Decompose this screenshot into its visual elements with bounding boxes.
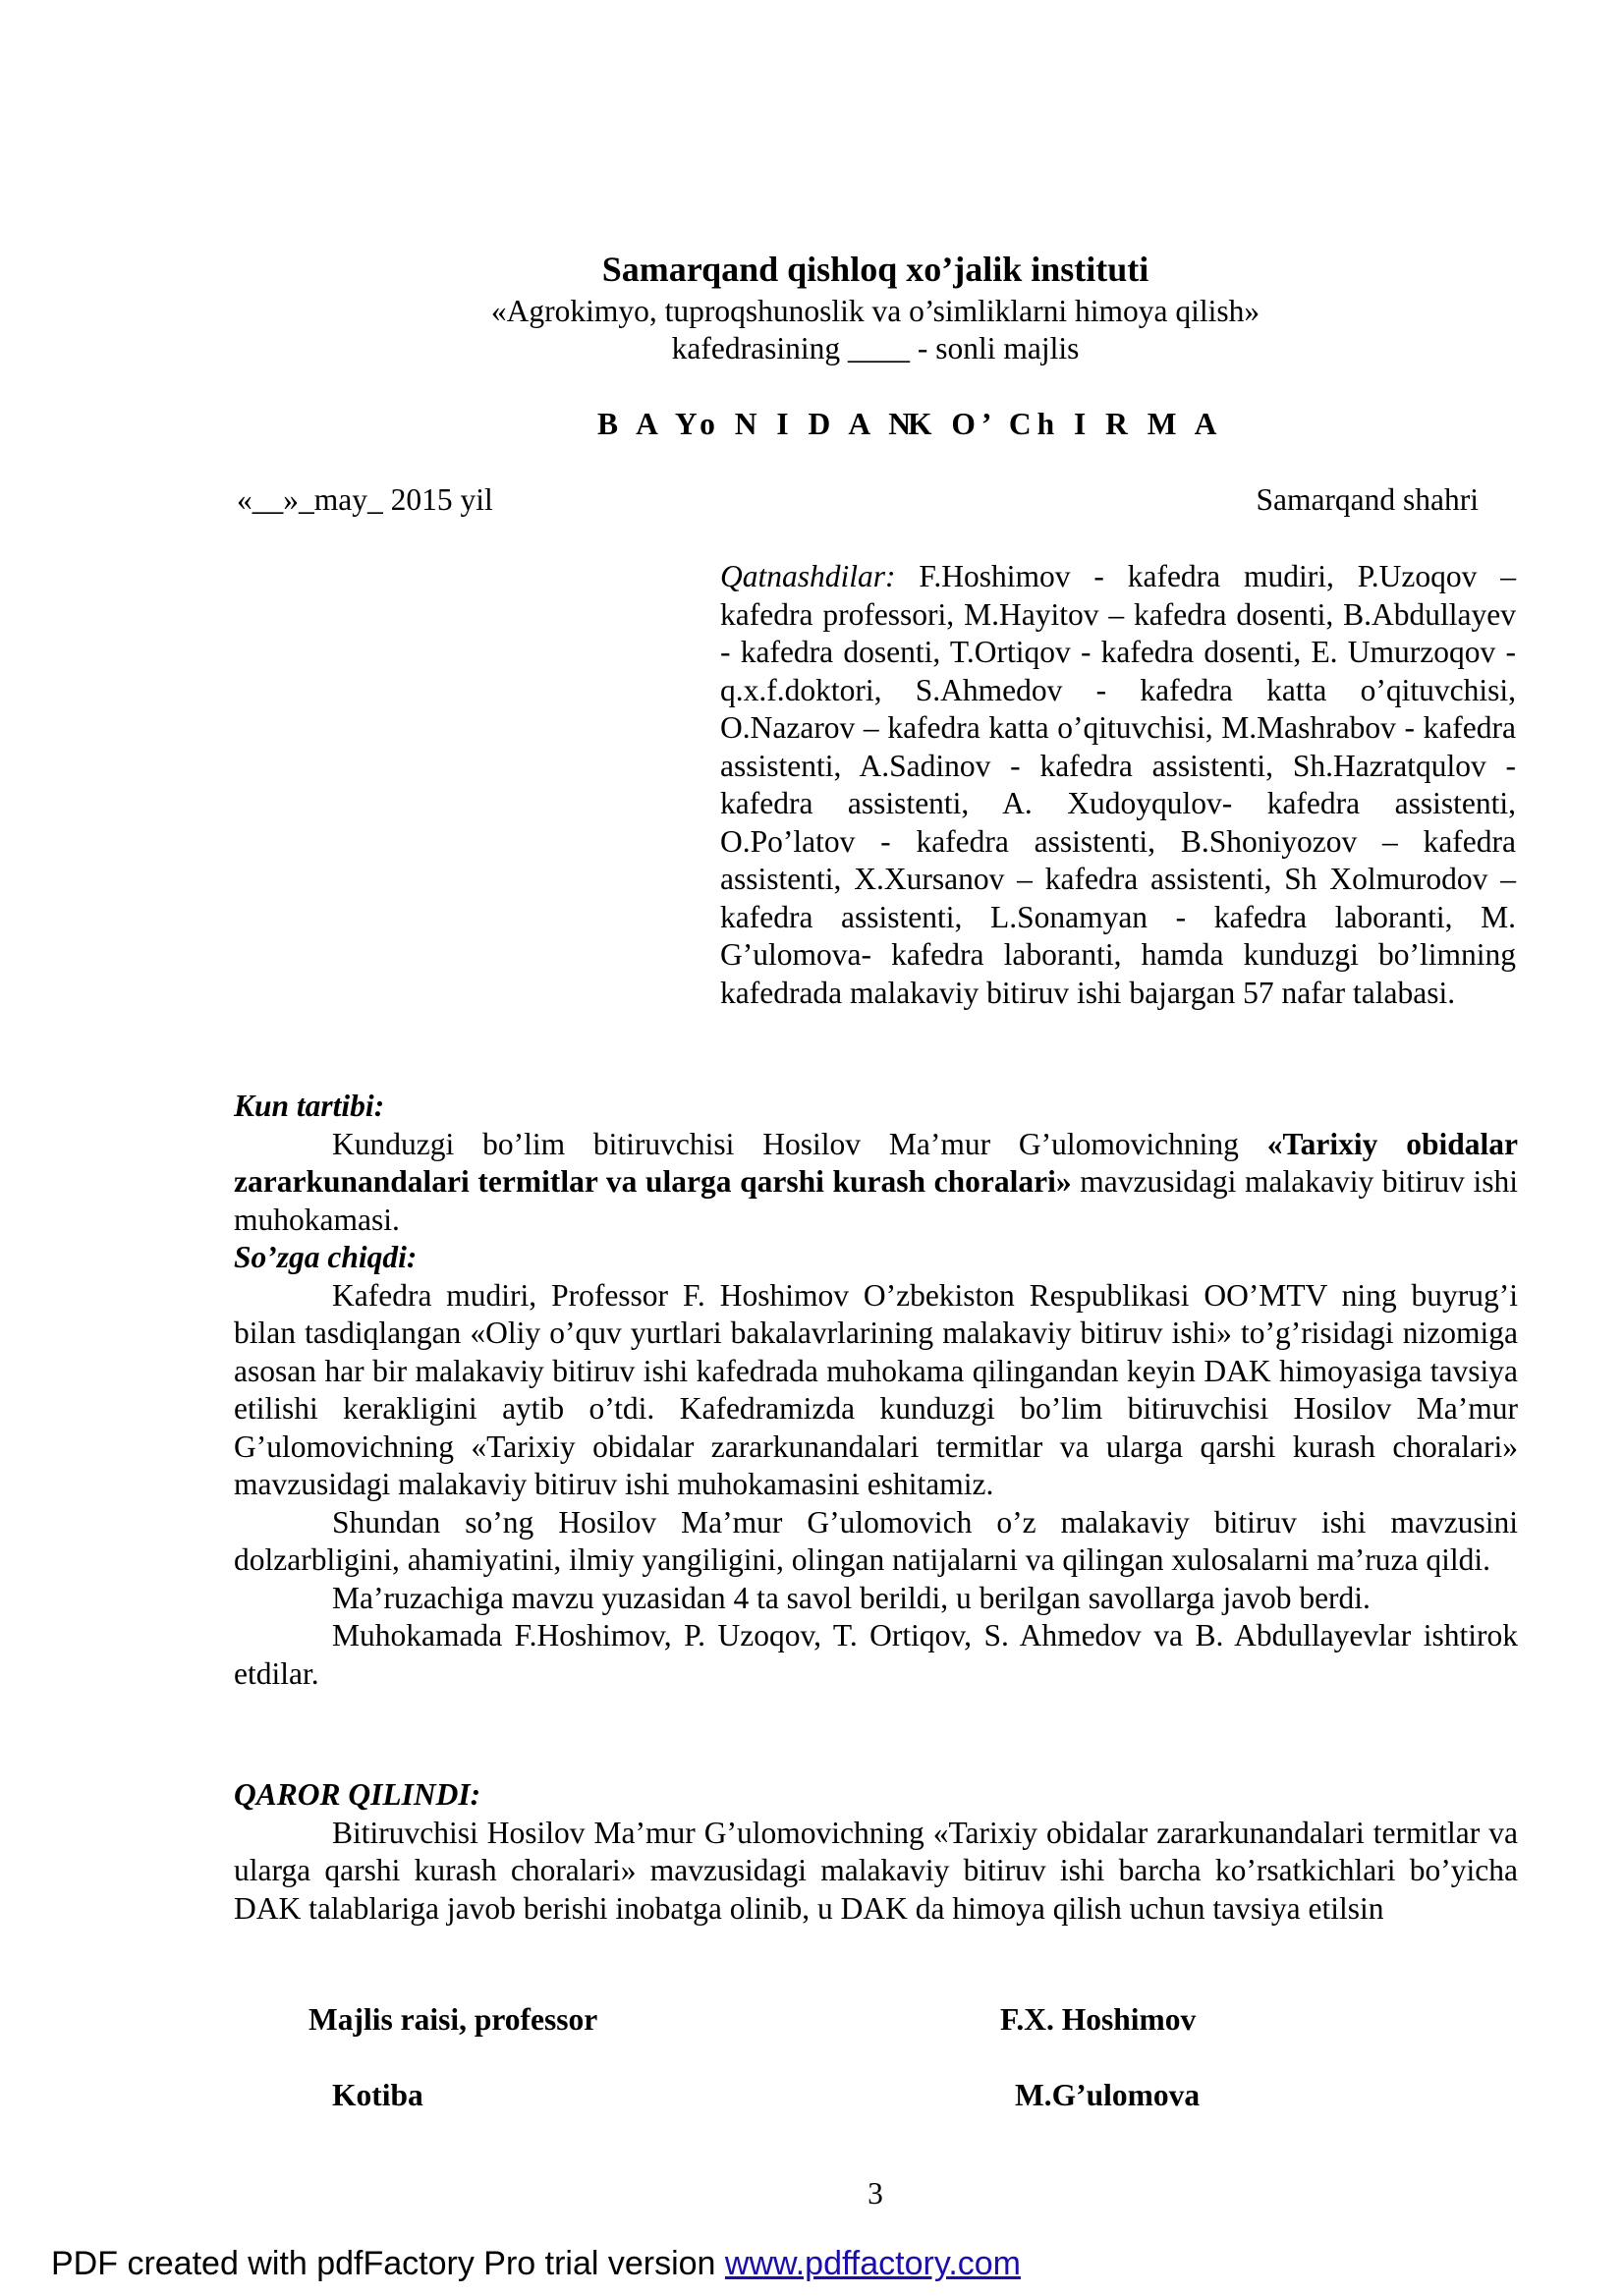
agenda-text-before: Kunduzgi bo’lim bitiruvchisi Hosilov Ma’mur G’ulomovichning bbox=[332, 1126, 1267, 1161]
speech-paragraph-1: Kafedra mudiri, Professor F. Hoshimov O’zbekiston Respublikasi OO’MTV ning buyrug’i bilan tasdiqlangan «Oliy o’quv yurtlari bakalavrlarining malakaviy bitiruv ishi» to’g’risidagi nizomiga asosan har bir malakaviy bitiruv ishi kafedrada muhokama qilingandan keyin DAK himoyasiga tavsiya etilishi kerakligini aytib o’tdi. Kafedramizda kunduzgi bo’lim bitiruvchisi Hosilov Ma’mur G’ulomovichning «Tarixiy obidalar zararkunandalari termitlar va ularga qarshi kurash choralari» mavzusidagi malakaviy bitiruv ishi muhokamasini eshitamiz. bbox=[234, 1277, 1518, 1501]
agenda-heading: Kun tartibi: bbox=[234, 1089, 385, 1123]
bayon-title-part1: B A Yo N I D A N bbox=[597, 407, 918, 441]
chair-name: F.X. Hoshimov bbox=[1000, 2002, 1197, 2037]
footer-text: PDF created with pdfFactory Pro trial version bbox=[51, 2245, 725, 2282]
agenda-thesis-title: «Tarixiy obidalar zararkunandalari termitlar va ularga qarshi kurash choralari» bbox=[234, 1126, 1518, 1199]
footer-link[interactable]: www.pdffactory.com bbox=[724, 2245, 1021, 2282]
pdf-footer bbox=[51, 2244, 1021, 2283]
agenda-text-after: mavzusidagi malakaviy bitiruv ishi muhokamasi. bbox=[234, 1164, 1518, 1237]
speech-paragraph-4: Muhokamada F.Hoshimov, P. Uzoqov, T. Ortiqov, S. Ahmedov va B. Abdullayevlar ishtirok etdilar. bbox=[234, 1618, 1518, 1691]
agenda-text bbox=[234, 1126, 1518, 1240]
speech-heading: So’zga chiqdi: bbox=[234, 1240, 418, 1274]
speech-paragraph-3: Ma’ruzachiga mavzu yuzasidan 4 ta savol berildi, u berilgan savollarga javob berdi. bbox=[332, 1580, 1371, 1615]
agenda-section bbox=[234, 1088, 1518, 1693]
bayon-title-part2: K O’ Ch I R M A bbox=[908, 407, 1223, 441]
participants-text: F.Hoshimov - kafedra mudiri, P.Uzoqov – kafedra professori, M.Hayitov – kafedra dosenti, B.Abdullayev - kafedra dosenti, T.Ortiqov - kafedra dosenti, E. Umurzoqov - q.x.f.doktori, S.Ahmedov - kafedra katta o’qituvchisi, O.Nazarov – kafedra katta o’qituvchisi, M.Mashrabov - kafedra assistenti, A.Sadinov - kafedra assistenti, Sh.Hazratqulov - kafedra assistenti, A. Xudoyqulov- kafedra assistenti, O.Po’latov - kafedra assistenti, B.Shoniyozov – kafedra assistenti, X.Xursanov – kafedra assistenti, Sh Xolmurodov – kafedra assistenti, L.Sonamyan - kafedra laboranti, M. G’ulomova- kafedra laboranti, hamda kunduzgi bo’limning kafedrada malakaviy bitiruv ishi bajargan 57 nafar talabasi. bbox=[720, 559, 1516, 1010]
chair-role: Majlis raisi, professor bbox=[308, 2002, 598, 2037]
secretary-role: Kotiba bbox=[332, 2078, 423, 2112]
decision-text: Bitiruvchisi Hosilov Ma’mur G’ulomovichning «Tarixiy obidalar zararkunandalari termitlar va ularga qarshi kurash choralari» mavzusidagi malakaviy bitiruv ishi barcha ko’rsatkichlari bo’yicha DAK talablariga javob berishi inobatga olinib, u DAK da himoya qilish uchun tavsiya etilsin bbox=[234, 1815, 1518, 1926]
decision-heading: QAROR QILINDI: bbox=[234, 1777, 481, 1812]
decision-section bbox=[234, 1776, 1518, 1928]
speech-paragraph-2: Shundan so’ng Hosilov Ma’mur G’ulomovich o’z malakaviy bitiruv ishi mavzusini dolzarbligini, ahamiyatini, ilmiy yangiligini, olingan natijalarni va qilingan xulosalarni ma’ruza qildi. bbox=[234, 1504, 1518, 1577]
page-number: 3 bbox=[868, 2176, 883, 2211]
secretary-name: M.G’ulomova bbox=[1015, 2078, 1201, 2112]
institution-title: Samarqand qishloq xo’jalik instituti bbox=[601, 250, 1149, 289]
department-name: «Agrokimyo, tuproqshunoslik va o’simliklarni himoya qilish» bbox=[490, 294, 1260, 328]
meeting-line: kafedrasining ____ - sonli majlis bbox=[671, 331, 1080, 365]
participants-label: Qatnashdilar: bbox=[720, 559, 896, 593]
participants-block bbox=[720, 558, 1516, 1012]
meeting-city: Samarqand shahri bbox=[1256, 482, 1479, 517]
meeting-date: «__»_may_ 2015 yil bbox=[237, 482, 493, 517]
